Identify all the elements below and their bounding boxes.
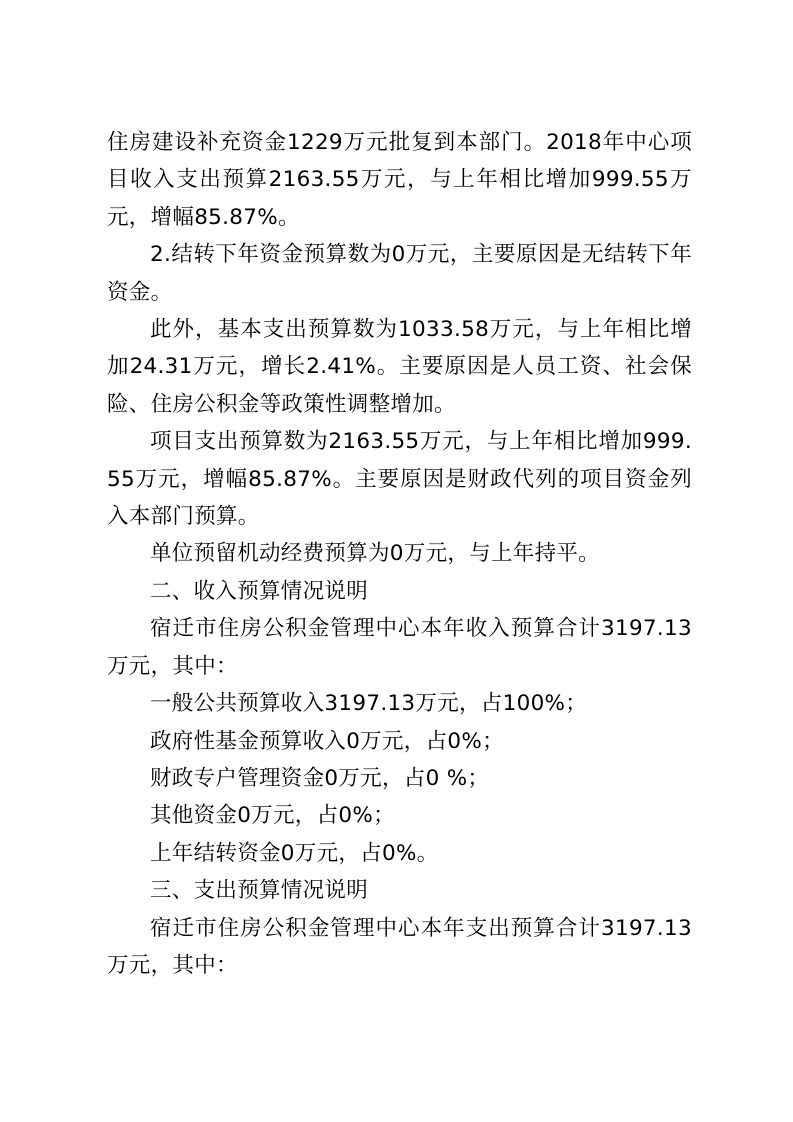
paragraph-project-income-summary: 住房建设补充资金1229万元批复到本部门。2018年中心项目收入支出预算2163.55万元，与上年相比增加999.55万元，增幅85.87%。 [107,130,692,230]
list-item-other-funds: 其他资金0万元，占0%； [150,803,395,829]
paragraph-income-total: 宿迁市住房公积金管理中心本年收入预算合计3197.13万元，其中： [107,616,692,679]
paragraph-basic-expenditure: 此外，基本支出预算数为1033.58万元，与上年相比增加24.31万元，增长2.41%。主要原因是人员工资、社会保险、住房公积金等政策性调整增加。 [107,317,692,417]
paragraph-carryover-funds: 2.结转下年资金预算数为0万元，主要原因是无结转下年资金。 [107,242,692,305]
list-item-government-fund-income: 政府性基金预算收入0万元，占0%； [150,728,504,754]
list-item-prior-year-carryover: 上年结转资金0万元，占0%。 [150,840,439,866]
paragraph-expenditure-total: 宿迁市住房公积金管理中心本年支出预算合计3197.13万元，其中： [107,915,692,978]
document-body [107,124,692,984]
section-heading-income: 二、收入预算情况说明 [150,578,369,604]
section-heading-expenditure: 三、支出预算情况说明 [150,878,369,904]
paragraph-project-expenditure: 项目支出预算数为2163.55万元，与上年相比增加999.55万元，增幅85.87%。主要原因是财政代列的项目资金列入本部门预算。 [107,429,692,530]
list-item-special-account-funds: 财政专户管理资金0万元，占0 %； [150,765,490,791]
paragraph-reserve-funds: 单位预留机动经费预算为0万元，与上年持平。 [150,541,600,567]
list-item-general-budget-income: 一般公共预算收入3197.13万元，占100%； [150,691,588,717]
